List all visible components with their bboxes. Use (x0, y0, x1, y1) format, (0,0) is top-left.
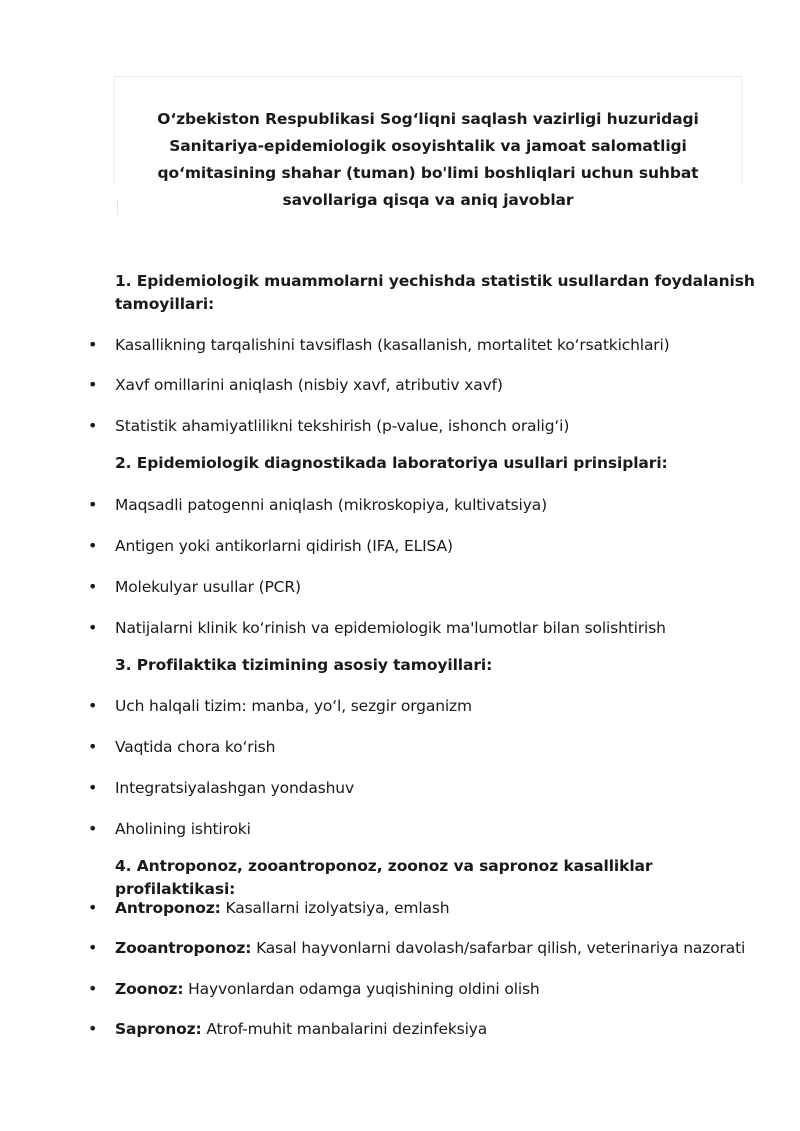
list-item (0, 977, 800, 1001)
list-item (0, 373, 800, 397)
list-item (0, 333, 800, 357)
list-item-text: Molekulyar usullar (PCR) (115, 578, 301, 596)
list-item-label: Zoonoz: (115, 980, 184, 998)
list-item-desc: Kasallarni izolyatsiya, emlash (225, 899, 450, 917)
list-item (0, 817, 800, 841)
list-item-text (115, 1017, 487, 1041)
list-item-text: Kasallikning tarqalishini tavsiflash (kasallanish, mortalitet ko‘rsatkichlari) (115, 336, 670, 354)
list-item (0, 534, 800, 558)
document-title: O‘zbekiston Respublikasi Sog‘liqni saqlash vazirligi huzuridagi Sanitariya-epidemiologik osoyishtalik va jamoat salomatligi qo‘mitasining shahar (tuman) bo'limi boshliqlari uchun suhbat savollariga qisqa va aniq javoblar (157, 110, 699, 209)
list-item (0, 896, 800, 920)
list-item-text (115, 896, 449, 920)
list-item (0, 735, 800, 759)
list-item (0, 776, 800, 800)
bullet-icon: • (88, 1019, 98, 1038)
list-item-text: Maqsadli patogenni aniqlash (mikroskopiya, kultivatsiya) (115, 496, 547, 514)
bullet-icon: • (88, 577, 98, 596)
list-item-label: Zooantroponoz: (115, 939, 252, 957)
section-4-heading: 4. Antroponoz, zooantroponoz, zoonoz va sapronoz kasalliklar profilaktikasi: (115, 857, 653, 898)
bullet-icon: • (88, 416, 98, 435)
bullet-icon: • (88, 696, 98, 715)
list-item-label: Sapronoz: (115, 1020, 202, 1038)
list-item-text (115, 936, 745, 960)
list-item-text: Natijalarni klinik ko‘rinish va epidemiologik ma'lumotlar bilan solishtirish (115, 619, 666, 637)
list-item (0, 575, 800, 599)
bullet-icon: • (88, 938, 98, 957)
list-item (0, 936, 800, 960)
bullet-icon: • (88, 737, 98, 756)
section-3-heading: 3. Profilaktika tizimining asosiy tamoyillari: (115, 656, 493, 674)
bullet-icon: • (88, 335, 98, 354)
bullet-icon: • (88, 898, 98, 917)
list-item-label: Antroponoz: (115, 899, 221, 917)
bullet-icon: • (88, 375, 98, 394)
list-item-desc: Hayvonlardan odamga yuqishining oldini olish (188, 980, 540, 998)
list-item-text (115, 977, 540, 1001)
list-item-desc: Kasal hayvonlarni davolash/safarbar qilish, veterinariya nazorati (256, 939, 746, 957)
list-item-text: Aholining ishtiroki (115, 820, 251, 838)
list-item-text: Xavf omillarini aniqlash (nisbiy xavf, atributiv xavf) (115, 376, 503, 394)
list-item-text: Statistik ahamiyatlilikni tekshirish (p-value, ishonch oralig‘i) (115, 417, 570, 435)
list-item-text: Integratsiyalashgan yondashuv (115, 779, 355, 797)
list-item (0, 1017, 800, 1041)
bullet-icon: • (88, 819, 98, 838)
list-item-text: Uch halqali tizim: manba, yo‘l, sezgir organizm (115, 697, 472, 715)
bullet-icon: • (88, 778, 98, 797)
section-1-heading: 1. Epidemiologik muammolarni yechishda statistik usullardan foydalanish tamoyillari: (115, 272, 755, 313)
list-item (0, 414, 800, 438)
section-2-heading: 2. Epidemiologik diagnostikada laboratoriya usullari prinsiplari: (115, 454, 668, 472)
list-item (0, 694, 800, 718)
list-item (0, 493, 800, 517)
bullet-icon: • (88, 618, 98, 637)
list-item-text: Antigen yoki antikorlarni qidirish (IFA, ELISA) (115, 537, 453, 555)
text-cursor (117, 200, 118, 215)
bullet-icon: • (88, 495, 98, 514)
list-item-desc: Atrof-muhit manbalarini dezinfeksiya (206, 1020, 488, 1038)
bullet-icon: • (88, 536, 98, 555)
bullet-icon: • (88, 979, 98, 998)
list-item (0, 616, 800, 640)
list-item-text: Vaqtida chora ko‘rish (115, 738, 276, 756)
